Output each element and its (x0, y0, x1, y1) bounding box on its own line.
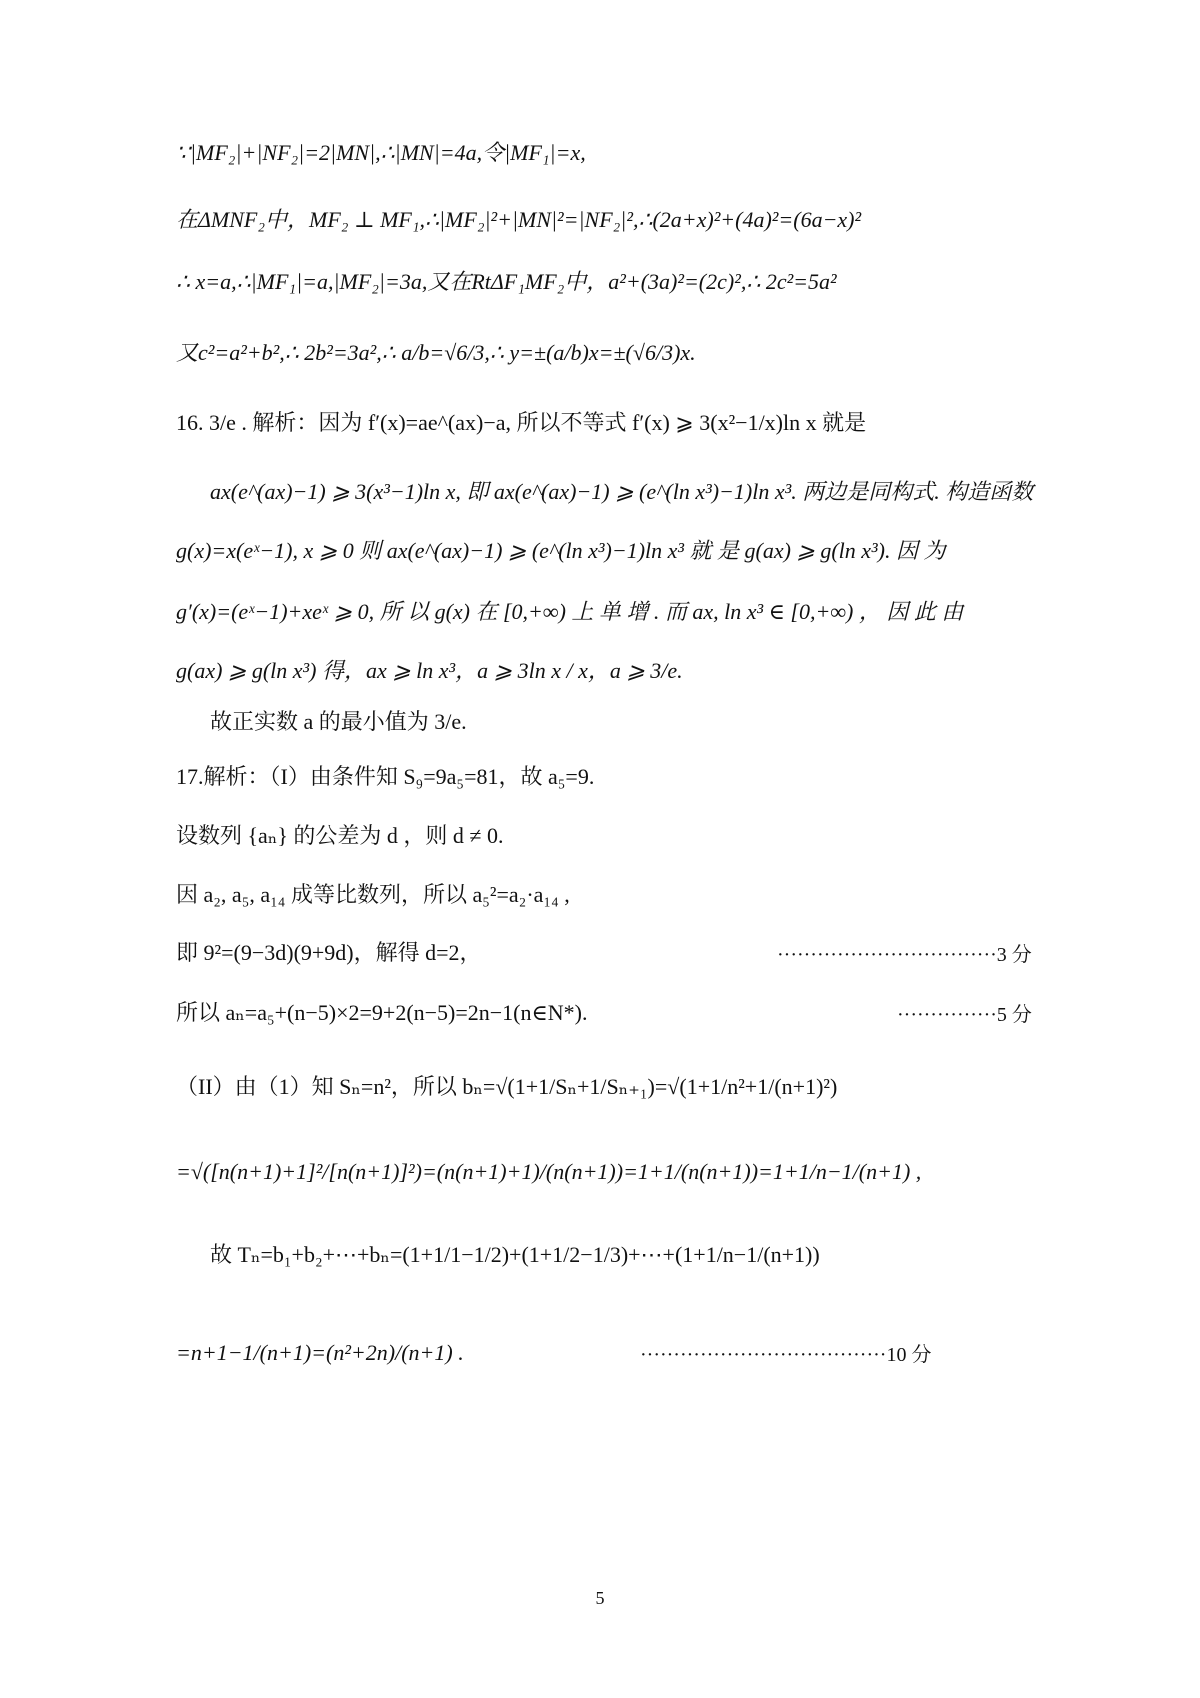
score-mark-10 (640, 1338, 931, 1367)
score-label: 3 分 (996, 944, 1032, 966)
line-17-4: 即 9²=(9−3d)(9+9d)，解得 d=2， (176, 940, 482, 965)
dots-leader: ····································· (640, 1344, 887, 1366)
score-mark-3 (777, 938, 1032, 967)
dots-leader: ··············· (897, 1004, 997, 1026)
line-17-3: 因 a₂, a₅, a₁₄ 成等比数列，所以 a₅²=a₂·a₁₄ , (176, 882, 570, 907)
line-17-9: =n+1−1/(n+1)=(n²+2n)/(n+1) . (176, 1340, 464, 1365)
line-2: 在ΔMNF₂中，MF₂ ⊥ MF₁,∴|MF₂|²+|MN|²=|NF₂|²,∴(2a+x)²+(4a)²=(6a−x)² (176, 207, 862, 232)
line-17-8: 故 Tₙ=b₁+b₂+⋯+bₙ=(1+1/1−1/2)+(1+1/2−1/3)+⋯+(1+1/n−1/(n+1)) (210, 1242, 820, 1267)
line-16-5: g(ax) ⩾ g(ln x³) 得，ax ⩾ ln x³，a ⩾ 3ln x / x，a ⩾ 3/e. (176, 658, 683, 683)
line-3: ∴ x=a,∴|MF₁|=a,|MF₂|=3a,又在RtΔF₁MF₂中，a²+(3a)²=(2c)²,∴ 2c²=5a² (176, 269, 837, 294)
line-16-4: g′(x)=(eˣ−1)+xeˣ ⩾ 0, 所 以 g(x) 在 [0,+∞) 上 单 增 . 而 ax, ln x³ ∈ [0,+∞) ， 因 此 由 (176, 599, 964, 624)
line-16-3: g(x)=x(eˣ−1), x ⩾ 0 则 ax(e^(ax)−1) ⩾ (e^(ln x³)−1)ln x³ 就 是 g(ax) ⩾ g(ln x³). 因 为 (176, 538, 946, 563)
line-17-6: （II）由（1）知 Sₙ=n²，所以 bₙ=√(1+1/Sₙ+1/Sₙ₊₁)=√(1+1/n²+1/(n+1)²) (176, 1074, 838, 1099)
line-16-conclusion: 故正实数 a 的最小值为 3/e. (210, 709, 467, 734)
line-1: ∵|MF₂|+|NF₂|=2|MN|,∴|MN|=4a,令|MF₁|=x, (176, 140, 586, 165)
line-17-7: =√([n(n+1)+1]²/[n(n+1)]²)=(n(n+1)+1)/(n(n+1))=1+1/(n(n+1))=1+1/n−1/(n+1) , (176, 1159, 922, 1184)
problem-17-header: 17.解析：（I）由条件知 S₉=9a₅=81，故 a₅=9. (176, 764, 595, 789)
line-16-2: ax(e^(ax)−1) ⩾ 3(x³−1)ln x, 即 ax(e^(ax)−1) ⩾ (e^(ln x³)−1)ln x³. 两边是同构式. 构造函数 (210, 479, 1034, 504)
score-label: 5 分 (996, 1004, 1032, 1026)
problem-16-header: 16. 3/e . 解析：因为 f′(x)=ae^(ax)−a, 所以不等式 f′(x) ⩾ 3(x²−1/x)ln x 就是 (176, 410, 867, 435)
score-label: 10 分 (886, 1344, 932, 1366)
score-mark-5 (897, 998, 1032, 1027)
page-number: 5 (595, 1588, 605, 1608)
line-4: 又c²=a²+b²,∴ 2b²=3a²,∴ a/b=√6/3,∴ y=±(a/b)x=±(√6/3)x. (176, 340, 696, 365)
line-17-5: 所以 aₙ=a₅+(n−5)×2=9+2(n−5)=2n−1(n∈N*). (176, 1000, 588, 1025)
dots-leader: ································· (777, 944, 997, 966)
line-17-2: 设数列 {aₙ} 的公差为 d ，则 d ≠ 0. (176, 823, 504, 848)
